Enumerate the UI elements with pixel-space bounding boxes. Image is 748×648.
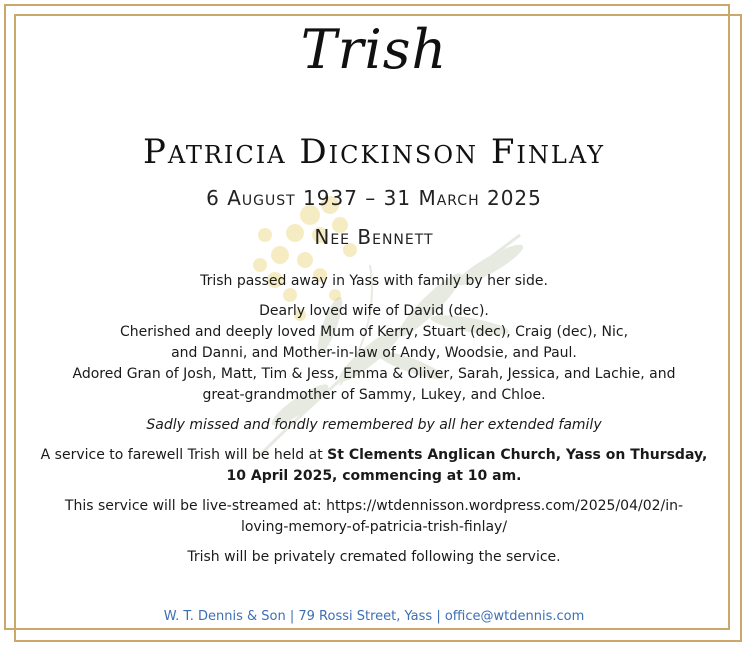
maiden-name: Nee Bennett (314, 225, 434, 249)
family-line: great-grandmother of Sammy, Lukey, and Chloe. (202, 387, 546, 403)
full-name-heading: Patricia Dickinson Finlay (142, 132, 606, 172)
family-line: Cherished and deeply loved Mum of Kerry, Stuart (dec), Craig (dec), Nic, (119, 324, 629, 340)
notice-body (24, 271, 724, 577)
funeral-director-footer: W. T. Dennis & Son | 79 Rossi Street, Yass | office@wtdennis.com (163, 609, 585, 624)
family-paragraph (24, 301, 724, 406)
life-dates: 6 August 1937 – 31 March 2025 (206, 186, 542, 210)
service-paragraph (24, 445, 724, 487)
passing-announcement: Trish passed away in Yass with family by her side. (200, 273, 548, 289)
family-line: Adored Gran of Josh, Matt, Tim & Jess, Emma & Oliver, Sarah, Jessica, and Lachie, and (72, 366, 676, 382)
cremation-note: Trish will be privately cremated following the service. (187, 549, 561, 565)
family-line: and Danni, and Mother-in-law of Andy, Woodsie, and Paul. (171, 345, 577, 361)
service-prefix: A service to farewell Trish will be held at (40, 447, 328, 463)
script-name-heading: Trish (300, 18, 448, 81)
livestream-line: This service will be live-streamed at: https://wtdennisson.wordpress.com/2025/04/02/in- (64, 498, 684, 514)
livestream-paragraph (24, 496, 724, 538)
family-line: Dearly loved wife of David (dec). (259, 303, 489, 319)
service-location: St Clements Anglican Church, Yass on Thursday, (327, 447, 708, 463)
livestream-line: loving-memory-of-patricia-trish-finlay/ (240, 519, 508, 535)
service-date-time: 10 April 2025, commencing at 10 am. (226, 468, 522, 484)
remembrance-line: Sadly missed and fondly remembered by all her extended family (146, 417, 602, 433)
